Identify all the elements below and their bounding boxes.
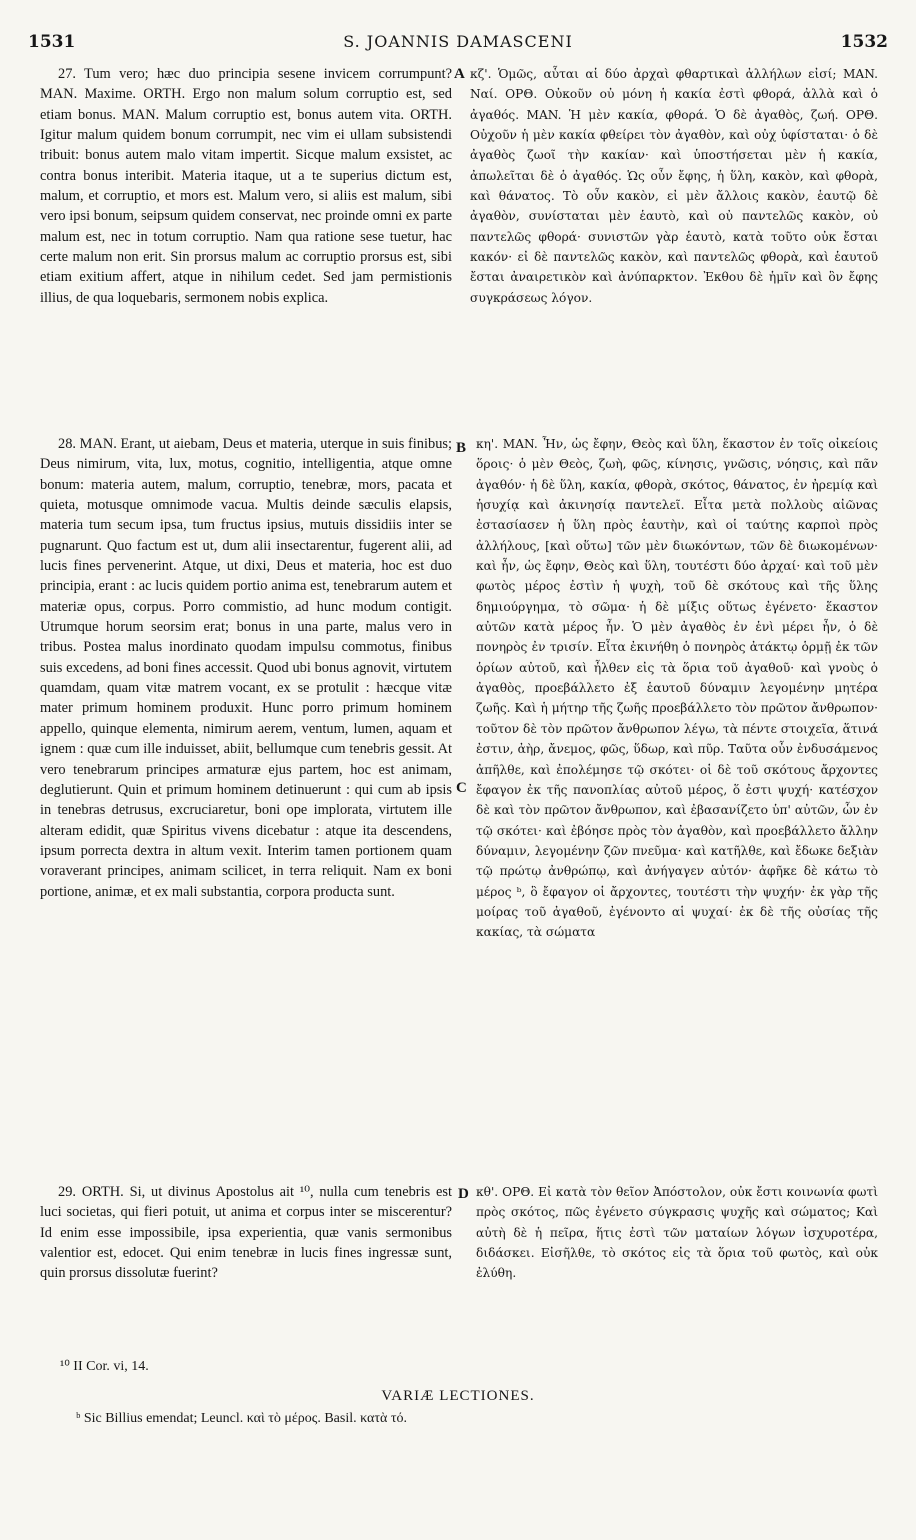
greek-paragraph-29: κθ'. ΟΡΘ. Εἰ κατὰ τὸν θεῖον Ἀπόστολον, οὐκ ἔστι κοινωνία φωτὶ πρὸς σκότος, πῶς ἐγένετο σύγκρασις ψυχῆς καὶ σώματος; Καὶ αὐτὴ δὲ ἡ πεῖρα, ἥτις ἐστὶ τῶν ματαίων λόγων ἰσχυροτέρα, διδάσκει. Εἰσῆλθε, τὸ σκότος εἰς τὰ ὅρια τοῦ φωτὸς, καὶ οὐκ ἐλύθη. xyxy=(476,1185,878,1281)
latin-paragraph-27: 27. Tum vero; hæc duo principia sesene invicem corrumpunt? MAN. Maxime. ORTH. Ergo non malum solum corruptio est, sed etiam bonus. MAN. Malum corruptio est, bonus autem vita. ORTH. Igitur malum quidem bonum corrumpit, nec vim ei ullam subsistendi tribuit: bonus autem malo vitam impertit. Sicque malum exsistet, ac contra bonus interibit. Materia itaque, ut a te superius dictum est, malum, et corruptio, et mors est. Malum vero, si aliis est malum, sibi vero ipsi bonum, seipsum quidem conservat, nec proinde omni ex parte malum est, nec in totum corruptio. Nam qua ratione sese tuetur, hac certe malum non erit. Sin prorsus malum ac corruptio prorsus est, sibi etiam exitium affert, atque in nihilum cedet. Sed jam permistionis illius, de qua loquebaris, sermonem nobis explica. xyxy=(40,66,452,306)
greek-paragraph-27: κζ'. Ὁμῶς, αὗται αἱ δύο ἀρχαὶ φθαρτικαὶ ἀλλήλων εἰσί; MAN. Ναί. ΟΡΘ. Οὐκοῦν οὐ μόνη ἡ κακία ἐστὶ φθορά, ἀλλὰ καὶ ὁ ἀγαθός. MAN. Ἡ μὲν κακία, φθορά. Ὁ δὲ ἀγαθὸς, ζωή. ΟΡΘ. Οὐχοῦν ἡ μὲν κακία φθείρει τὸν ἀγαθὸν, καὶ οὐχ ὑφίσταται· ὁ δὲ ἀγαθὸς ζωοῖ τὴν κακίαν· καὶ ὑποστήσεται μὲν ἡ κακία, ἀπωλεῖται δὲ ὁ ἀγαθός. Ὡς οὖν ἔφης, ἡ ὕλη, κακὸν, καὶ φθορὰ, καὶ θάνατος. Τὸ οὖν κακὸν, εἰ μὲν ἄλλοις κακὸν, ἑαυτῷ δὲ ἀγαθὸν, συνίσταται μὲν ἑαυτὸ, καὶ οὐ παντελῶς κακὸν, οὐ παντελῶς φθορά· συνιστῶν γὰρ ἑαυτὸ, κατὰ τοῦτο οὐκ ἔσται κακόν· εἰ δὲ παντελῶς κακὸν, καὶ παντελῶς φθορὰ, καὶ ἑαυτοῦ ἔσται ἀναιρετικὸν καὶ ἀνύπαρκτον. Ἐκθου δὲ ἡμῖν καὶ ὃν ἔφης συγκράσεως λόγον. xyxy=(470,67,878,305)
latin-paragraph-28: 28. MAN. Erant, ut aiebam, Deus et materia, uterque in suis finibus; Deus nimirum, vita, lux, motus, cognitio, intelligentia, atque omne bonum: materia autem, malum, corruptio, tenebræ, mors, pacata et quieta, motusque omnimode vacua. Multis deinde sæculis elapsis, materia tum secum ipsa, tum fructus ipsius, mutuis dissidiis inter se pugnarunt. Quo factum est ut, dum alii insectarentur, fugerent alii, ad lucis fines pervenerint. Atque, ut dixi, Deus et materia, hoc est duo principia, erant : ac lucis quidem portio anima est, tenebrarum autem et materiæ opus, corpus. Porro commistio, ad hunc modum contigit. Utrumque horum seorsim erat; bonus in una parte, malus vero in tribus. Postea malus inordinato quodam impulsu commotus, finibus suis excedens, ad boni fines accessit. Quod ubi bonus agnovit, virtutem quamdam, quam vitæ matrem vocant, ex se protulit : hæcque vitæ mater primum hominem produxit. Hunc porro primum hominem appello, quinque elementa, nimirum aerem, ventum, lumen, aquam et ignem : quæ cum ille induisset, abiit, bellumque cum tenebris gessit. At vero tenebrarum principes armaturæ ejus partem, hoc est animam, deglutierunt. Quin et primum hominem detinuerunt : qui cum ab ipsis in tenebras detrusus, excruciaretur, boni ope implorata, virtutem ille alteram edidit, quæ Spiritus vivens dicebatur : atque ita descendens, ipsum porrecta dextra in altum vexit. Interim tamen portionem quam voraverant principes, animam scilicet, in terra reliquit. Nam ex boni portione, animæ, et ex mali substantia, corpora producta sunt. xyxy=(40,436,452,900)
page-number-right: 1532 xyxy=(840,32,888,52)
page-number-left: 1531 xyxy=(28,32,76,52)
latin-column-28 xyxy=(40,434,452,902)
section-marker-c: C xyxy=(456,780,467,796)
footnote: ¹⁰ II Cor. vi, 14. xyxy=(60,1359,149,1374)
greek-column-28 xyxy=(476,434,878,943)
running-title: S. JOANNIS DAMASCENI xyxy=(343,32,573,51)
page-header xyxy=(28,32,888,58)
section-marker-d: D xyxy=(458,1186,469,1202)
variae-lectiones-note: ᵇ Sic Billius emendat; Leuncl. καὶ τὸ μέρος. Basil. κατὰ τό. xyxy=(76,1411,407,1426)
section-marker-a: A xyxy=(454,66,465,82)
latin-column-27 xyxy=(40,64,452,308)
latin-paragraph-29: 29. ORTH. Si, ut divinus Apostolus ait ¹⁰, nulla cum tenebris est luci societas, qui fieri potuit, ut anima et corpus inter se miscerentur? Id enim esse impossibile, ipsa experientia, quæ vanis sermonibus valentior est, edocet. Qui enim tenebræ in lucis fines ingressæ sunt, quin prorsus dissolutæ fuerint? xyxy=(40,1184,452,1282)
greek-paragraph-28: κη'. MAN. Ἦν, ὡς ἔφην, Θεὸς καὶ ὕλη, ἕκαστον ἐν τοῖς οἰκείοις ὅροις· ὁ μὲν Θεὸς, ζωὴ, φῶς, κίνησις, γνῶσις, νόησις, καὶ πᾶν ἀγαθόν· ἡ δὲ ὕλη, κακία, φθορὰ, σκότος, θάνατος, ἐν ἠρεμίᾳ καὶ ἡσυχίᾳ καὶ ἀκινησίᾳ παντελεῖ. Εἶτα μετὰ πολλοὺς αἰῶνας ἐστασίασεν ἡ ὕλη πρὸς ἑαυτὴν, καὶ οἱ ταύτης καρποὶ πρὸς ἀλλήλους, [καὶ οὕτω] τῶν μὲν διωκόντων, τῶν δὲ διωκομένων· καὶ ἦν, ὡς ἔφην, Θεὸς καὶ ὕλη, τουτέστι δύο ἀρχαί· καὶ τοῦ μὲν φωτὸς μέρος ἐστὶν ἡ ψυχὴ, τοῦ δὲ σκότους καὶ τῆς ὕλης δημιούργημα, τὸ σῶμα· ἡ δὲ μίξις οὕτως ἐγένετο· ἕκαστον αὐτῶν κατὰ μέρος ἦν. Ὁ μὲν ἀγαθὸς ἐν ἑνὶ μέρει ἦν, ὁ δὲ πονηρὸς ἐν τρισίν. Εἶτα ἐκινήθη ὁ πονηρὸς ἀτάκτῳ ὁρμῇ ἐκ τῶν ὁρίων αὐτοῦ, καὶ ἦλθεν εἰς τὰ ὅρια τοῦ ἀγαθοῦ· καὶ γνοὺς ὁ ἀγαθὸς, προεβάλλετο ἐξ ἑαυτοῦ δύναμιν λεγομένην μητέρα ζωῆς. Καὶ ἡ μήτηρ τῆς ζωῆς προεβάλλετο τὸν πρῶτον ἄνθρωπον· τοῦτον δὲ τὸν πρῶτον ἄνθρωπον λέγω, τὰ πέντε στοιχεῖα, ἅτινά ἐστιν, ἀὴρ, ἄνεμος, φῶς, ὕδωρ, καὶ πῦρ. Ταῦτα οὖν ἐνδυσάμενος ἀπῆλθε, καὶ ἐπολέμησε τῷ σκότει· οἱ δὲ τοῦ σκότους ἄρχοντες ἔφαγον ἐκ τῆς πανοπλίας αὐτοῦ μέρος, ὅ ἐστι ψυχή· κατέσχον δὲ καὶ τὸν πρῶτον ἄνθρωπον, καὶ ἐβασανίζετο ὑπ' αὐτῶν, ὧν ἐν τῷ σκότει· καὶ ἐβόησε πρὸς τὸν ἀγαθὸν, καὶ προεβάλλετο ἄλλην δύναμιν, λεγομένην ζῶν πνεῦμα· καὶ κατῆλθε, καὶ ἔδωκε δεξιὰν τῷ πρώτῳ ἀνθρώπῳ, καὶ ἀνήγαγεν αὐτόν· ἀφῆκε δὲ κάτω τὸ μέρος ᵇ, ὃ ἔφαγον οἱ ἄρχοντες, τουτέστι τὴν ψυχήν· ἐκ γὰρ τῆς μοίρας τοῦ ἀγαθοῦ, ἐγένοντο αἱ ψυχαί· ἐκ δὲ τῆς οὐσίας τῆς κακίας, τὰ σώματα xyxy=(476,437,878,940)
section-marker-b: B xyxy=(456,440,467,456)
greek-column-29 xyxy=(476,1182,878,1284)
variae-lectiones-heading: VARIÆ LECTIONES. xyxy=(381,1388,535,1404)
greek-column-27 xyxy=(470,64,878,308)
latin-column-29 xyxy=(40,1182,452,1284)
